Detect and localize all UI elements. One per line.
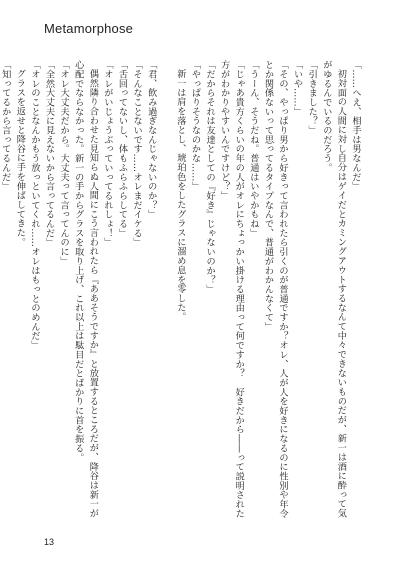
paragraph: 初対面の人間に対し自分はゲイだとカミングアウトするなんて中々できないものだが、新一は酒に酔って気がゆるんでいるのだろう。 xyxy=(320,60,347,518)
paragraph: 偶然隣り合わせた見知らぬ人間にこう言われたら『ああそうですか』と放置するところだが、降谷は新一が心配でならなかった。新一の手からグラスを取り上げ、これ以上は駄目だとばかりに首を振る。 xyxy=(72,60,99,518)
body-text-block xyxy=(0,60,362,525)
paragraph: 「やっぱりそうなのかな……」 xyxy=(189,60,201,191)
paragraph: 「……へえ、相手は男なんだ」 xyxy=(350,60,361,191)
paragraph: 「そんなことないです……オレまだイケる」 xyxy=(131,60,143,247)
paragraph: 「君、飲み過ぎなんじゃないのか？」 xyxy=(145,60,157,219)
paragraph: 「全然大丈夫に見えないから言ってるんだ」 xyxy=(43,60,55,247)
paragraph: 「知ってるから言ってるんだ」 xyxy=(0,60,11,191)
page-number: 13 xyxy=(44,537,55,547)
paragraph: 「じゃあ貴方くらいの年の人がオレにちょっかい掛ける理由って何ですか？ 好きだから――って説明された方がわかりやすいんですけど？」 xyxy=(218,60,245,519)
running-title: Metamorphose xyxy=(44,21,134,36)
section-break xyxy=(158,60,173,525)
paragraph: 「引きました？」 xyxy=(306,60,318,135)
paragraph: 「オレがいじょうぶっていってるれしょ！」 xyxy=(101,60,113,247)
paragraph: 「うーん、そうだね。普通はいやかもね」 xyxy=(247,60,259,238)
paragraph: 「オレのことなんかもう放っといてくれ……オレはもっとのめんだ」 xyxy=(28,60,40,350)
paragraph: 「だからそれは友達としての『好き』じゃないのか？」 xyxy=(204,60,216,294)
paragraph: グラスを返せと降谷に手を伸ばしてきた。 xyxy=(14,69,26,247)
paragraph: 新一は肩を落とし、琥珀色をしたグラスに溜め息を零した。 xyxy=(174,69,186,322)
paragraph: 「オレ大丈夫だから。大丈夫って言ってんのに」 xyxy=(58,60,70,266)
paragraph: 「舌回ってないし、体もふらふらしてる」 xyxy=(116,60,128,238)
paragraph: 「その、やっぱり男から好きって言われたら引くのが普通ですか？オレ、人が人を好きになるのに性別や年令とか関係ないって思ってるタイプなんで、普通がわかんなくて」 xyxy=(262,60,289,519)
paragraph: 「いや……」 xyxy=(291,60,303,117)
